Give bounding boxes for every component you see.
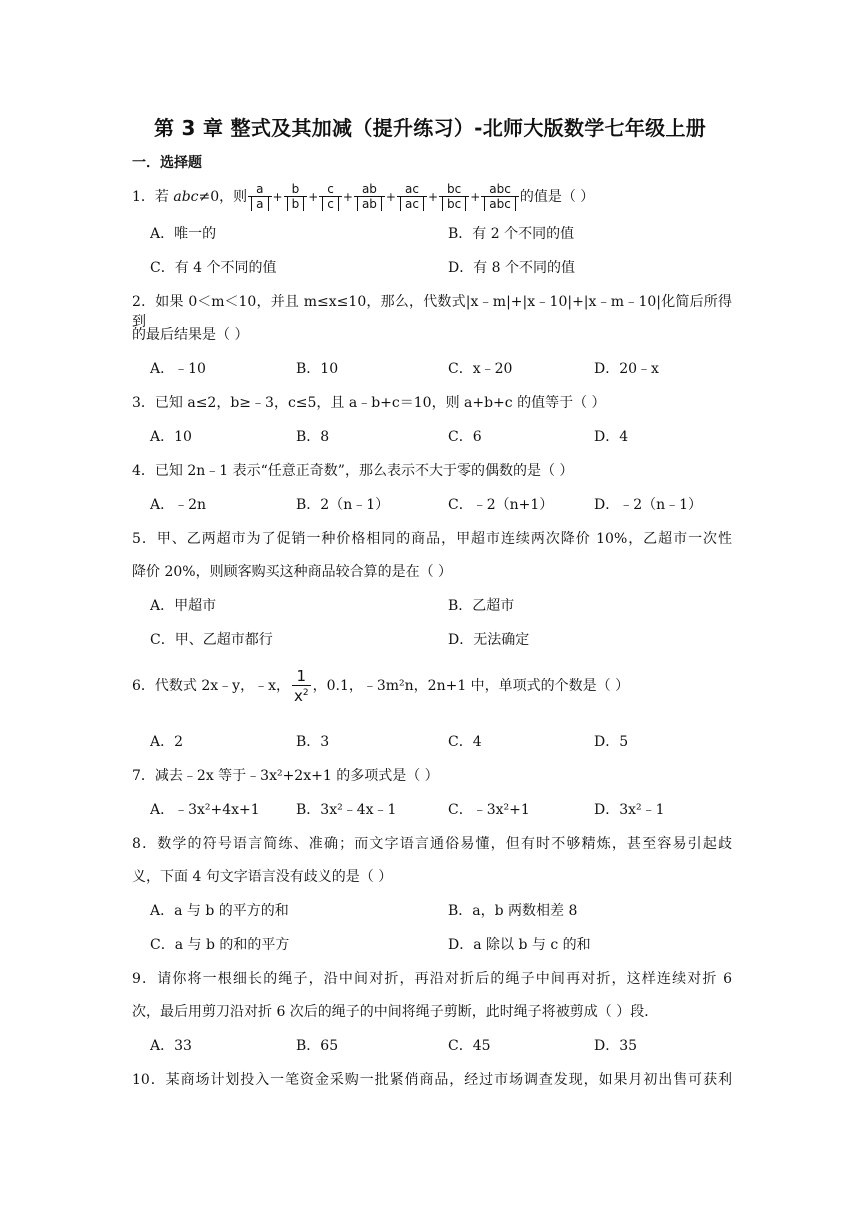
q8-option-c[interactable]: C．a 与 b 的和的平方 xyxy=(150,937,290,953)
question-2-line-1: 2．如果 0＜m＜10，并且 m≤x≤10，那么，代数式|x﹣m|+|x﹣10|+|x﹣m﹣10|化简后所得到 xyxy=(132,294,732,330)
q4-option-b[interactable]: B．2（n﹣1） xyxy=(296,497,390,513)
q1-fraction-c xyxy=(319,182,342,212)
q1-fraction-bc xyxy=(439,182,469,212)
q9-option-c[interactable]: C．45 xyxy=(448,1038,491,1054)
q1-option-c[interactable]: C．有 4 个不同的值 xyxy=(150,260,277,276)
q8-option-b[interactable]: B．a，b 两数相差 8 xyxy=(448,903,578,919)
fraction-numerator: bc xyxy=(447,182,462,196)
q3-option-c[interactable]: C．6 xyxy=(448,429,482,445)
question-5-line-2: 降价 20%，则顾客购买这种商品较合算的是在（ ） xyxy=(132,564,453,580)
q5-option-d[interactable]: D．无法确定 xyxy=(448,632,530,648)
question-9-line-2: 次，最后用剪刀沿对折 6 次后的绳子的中间将绳子剪断，此时绳子将被剪成（ ）段． xyxy=(132,1004,659,1020)
question-7: 7．减去﹣2x 等于﹣3x²+2x+1 的多项式是（ ） xyxy=(132,768,439,784)
q1-fraction-abc xyxy=(481,182,519,212)
plus-sign: + xyxy=(272,190,283,204)
q2-option-b[interactable]: B．10 xyxy=(296,361,339,377)
question-4: 4．已知 2n﹣1 表示“任意正奇数”，那么表示不大于零的偶数的是（ ） xyxy=(132,463,574,479)
document-title: 第 3 章 整式及其加减（提升练习）-北师大版数学七年级上册 xyxy=(153,116,707,140)
q9-option-a[interactable]: A．33 xyxy=(150,1038,192,1054)
fraction-numerator: ab xyxy=(361,182,377,196)
q1-option-d[interactable]: D．有 8 个不同的值 xyxy=(448,260,576,276)
q6-option-c[interactable]: C．4 xyxy=(448,734,482,750)
q1-fraction-ab xyxy=(354,182,385,212)
fraction-numerator: ac xyxy=(404,182,419,196)
q6-option-a[interactable]: A．2 xyxy=(150,734,184,750)
q6-option-d[interactable]: D．5 xyxy=(594,734,629,750)
fraction-denominator-abs: b xyxy=(287,197,305,211)
q8-option-d[interactable]: D．a 除以 b 与 c 的和 xyxy=(448,937,591,953)
q1-suffix: 的值是（ ） xyxy=(519,189,595,205)
q1-cond: ≠0，则 xyxy=(198,189,248,205)
q2-option-a[interactable]: A．﹣10 xyxy=(150,361,206,377)
question-3: 3．已知 a≤2，b≥﹣3，c≤5，且 a﹣b+c＝10，则 a+b+c 的值等于（ ） xyxy=(132,395,606,411)
q6-suffix: ，0.1，﹣3m²n，2n+1 中，单项式的个数是（ ） xyxy=(312,678,630,694)
q2-option-c[interactable]: C．x﹣20 xyxy=(448,361,513,377)
q6-fraction-numerator: 1 xyxy=(296,666,307,685)
plus-sign: + xyxy=(385,190,396,204)
fraction-denominator-abs: ac xyxy=(400,197,424,211)
question-10-line-1: 10．某商场计划投入一笔资金采购一批紧俏商品，经过市场调查发现，如果月初出售可获利 xyxy=(132,1072,732,1088)
question-8-line-2: 义，下面 4 句文字语言没有歧义的是（ ） xyxy=(132,869,393,885)
q6-fraction-denominator: x xyxy=(293,686,303,705)
fraction-numerator: abc xyxy=(489,182,511,196)
question-2-line-2: 的最后结果是（ ） xyxy=(132,327,249,343)
fraction-numerator: c xyxy=(327,182,334,196)
q5-option-c[interactable]: C．甲、乙超市都行 xyxy=(150,632,273,648)
fraction-numerator: b xyxy=(291,182,300,196)
fraction-denominator-abs: abc xyxy=(484,197,516,211)
question-6 xyxy=(132,664,732,708)
fraction-denominator-abs: c xyxy=(322,197,339,211)
question-5-line-1: 5．甲、乙两超市为了促销一种价格相同的商品，甲超市连续两次降价 10%，乙超市一次性 xyxy=(132,531,732,547)
plus-sign: + xyxy=(427,190,438,204)
q6-prefix: 6．代数式 2x﹣y，﹣x， xyxy=(132,678,290,694)
q1-option-b[interactable]: B．有 2 个不同的值 xyxy=(448,226,575,242)
plus-sign: + xyxy=(470,190,481,204)
q9-option-d[interactable]: D．35 xyxy=(594,1038,638,1054)
q3-option-b[interactable]: B．8 xyxy=(296,429,330,445)
q1-fraction-ac xyxy=(397,182,427,212)
q1-option-a[interactable]: A．唯一的 xyxy=(150,226,217,242)
q7-option-b[interactable]: B．3x²﹣4x﹣1 xyxy=(296,802,397,818)
plus-sign: + xyxy=(308,190,319,204)
q4-option-c[interactable]: C．﹣2（n+1） xyxy=(448,497,554,513)
q1-fraction-b xyxy=(284,182,308,212)
question-9-line-1: 9．请你将一根细长的绳子，沿中间对折，再沿对折后的绳子中间再对折，这样连续对折 6 xyxy=(132,971,732,987)
q6-fraction-exponent: 2 xyxy=(302,687,309,698)
q1-abc: abc xyxy=(173,189,199,205)
q3-option-d[interactable]: D．4 xyxy=(594,429,629,445)
plus-sign: + xyxy=(342,190,353,204)
q1-prefix: 1．若 xyxy=(132,189,174,205)
question-1 xyxy=(132,180,732,214)
question-8-line-1: 8．数学的符号语言简练、准确；而文字语言通俗易懂，但有时不够精炼，甚至容易引起歧 xyxy=(132,836,732,852)
fraction-denominator-abs: ab xyxy=(357,197,382,211)
fraction-denominator-abs: a xyxy=(251,197,268,211)
fraction-denominator-abs: bc xyxy=(442,197,466,211)
q3-option-a[interactable]: A．10 xyxy=(150,429,192,445)
q1-fraction-a xyxy=(248,182,271,212)
q6-option-b[interactable]: B．3 xyxy=(296,734,330,750)
q8-option-a[interactable]: A．a 与 b 的平方的和 xyxy=(150,903,289,919)
q5-option-b[interactable]: B．乙超市 xyxy=(448,598,515,614)
q6-fraction xyxy=(292,667,311,706)
q7-option-d[interactable]: D．3x²﹣1 xyxy=(594,802,665,818)
q7-option-c[interactable]: C．﹣3x²+1 xyxy=(448,802,530,818)
q4-option-a[interactable]: A．﹣2n xyxy=(150,497,207,513)
fraction-numerator: a xyxy=(256,182,264,196)
q1-fraction-sum xyxy=(247,182,520,211)
q2-option-d[interactable]: D．20﹣x xyxy=(594,361,659,377)
q4-option-d[interactable]: D．﹣2（n﹣1） xyxy=(594,497,703,513)
section-heading: 一．选择题 xyxy=(132,155,202,171)
q9-option-b[interactable]: B．65 xyxy=(296,1038,339,1054)
q7-option-a[interactable]: A．﹣3x²+4x+1 xyxy=(150,802,260,818)
q5-option-a[interactable]: A．甲超市 xyxy=(150,598,217,614)
